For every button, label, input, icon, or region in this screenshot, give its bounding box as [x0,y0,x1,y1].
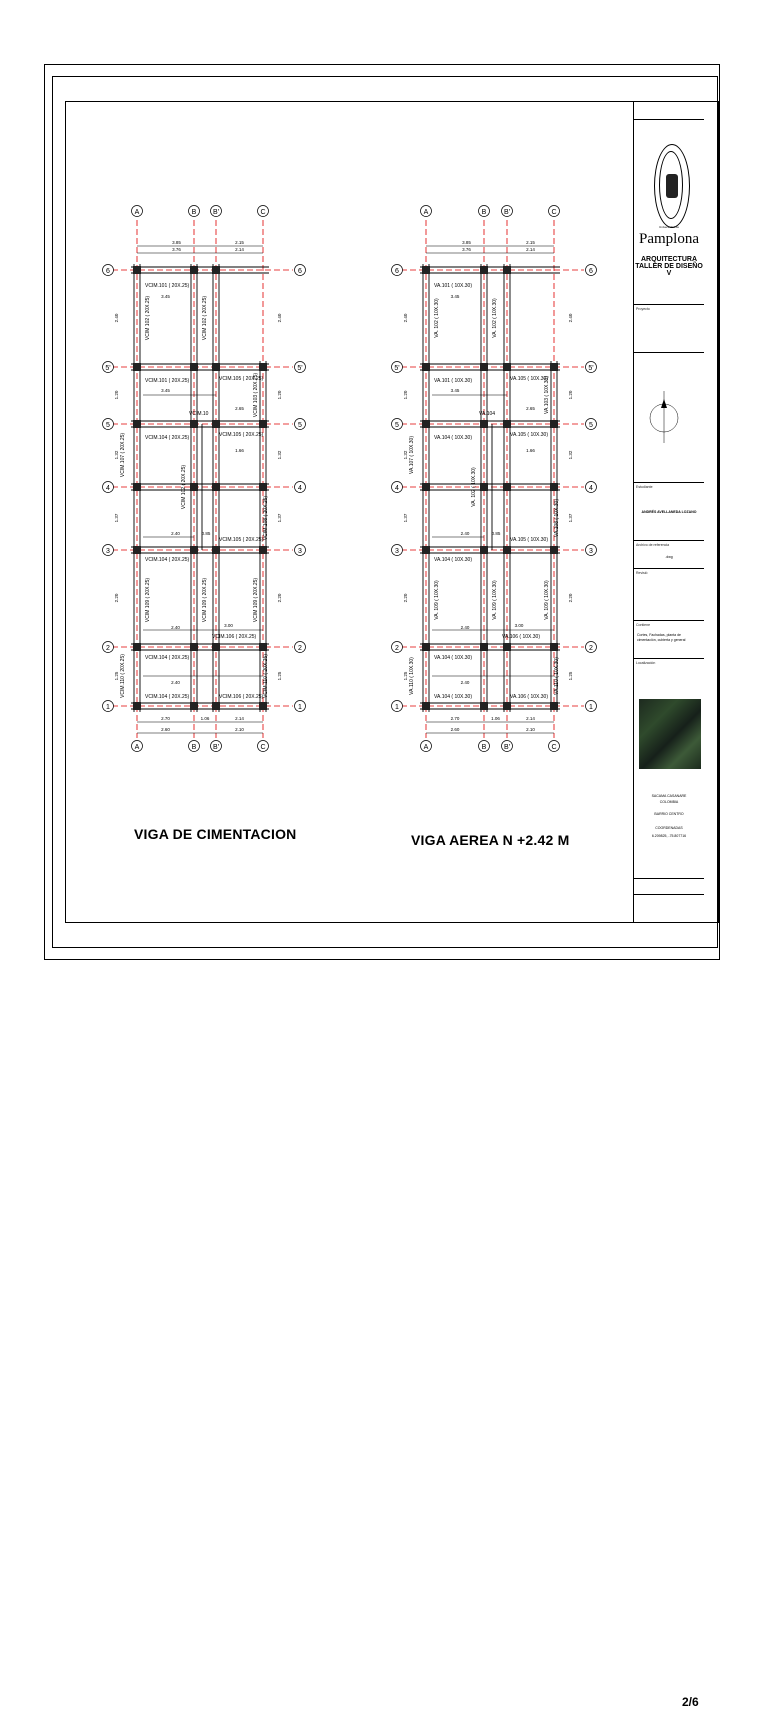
right-plan-axis-letter: C [551,744,557,751]
left-plan-axis-letter: B [191,744,197,751]
left-plan-axis-number: 1 [298,704,302,711]
right-plan-vert-beam-label: VA. 102 ( 10X.30) [492,298,498,338]
left-plan-beam-label: VCIM.105 ( 20X.25) [219,376,264,382]
right-plan-vert-beam-label: VA. 102 ( 10X.30) [471,467,477,507]
left-plan-side-dim: 1.37 [277,513,282,523]
right-plan-axis-number: 5 [395,422,399,429]
left-plan-axis-number: 5' [105,365,111,372]
left-plan-side-dim: 1.25 [277,671,282,681]
right-plan-axis-number: 5 [589,422,593,429]
right-plan-column [422,363,430,371]
right-plan-vert-beam-label: VA.110 ( 10X.30) [554,657,560,695]
right-plan-side-dim: 2.40 [403,313,408,323]
right-plan-beam-label: VA.105 ( 10X.30) [510,432,548,438]
right-plan-vert-beam-label: VA.110 ( 10X.30) [409,657,415,695]
project-row [634,304,704,352]
right-plan-vert-beam-label: VA.103 ( 10X.30) [544,376,550,414]
left-plan-span-dim: 2.40 [171,625,180,630]
north-row [634,352,704,482]
right-plan-axis-number: 3 [589,548,593,555]
left-plan-axis-letter: C [260,744,266,751]
left-plan-axis-letter: C [260,209,266,216]
right-plan-span-dim: 1.66 [526,448,535,453]
right-plan-column [422,420,430,428]
student-label: Estudiante [636,485,653,489]
left-plan-axis-number: 1 [106,704,110,711]
right-plan-span-dim: 2.40 [460,625,470,630]
left-plan-dim-label: 2.70 [161,716,170,721]
left-plan-axis-number: 5 [106,422,110,429]
left-plan-dim-label: 2.15 [235,240,244,245]
right-plan-column [503,483,511,491]
tb-header-row [634,119,704,129]
right-plan-axis-letter: B' [503,209,511,216]
university-seal-icon [654,144,690,228]
left-plan-column [190,643,198,651]
left-plan-vert-beam-label: VCIM.108 ( 20X.25) [263,495,269,541]
left-plan-beam-label: VCIM.101 ( 20X.25) [145,378,190,384]
right-plan-dim-label: 1.06 [491,716,500,721]
left-plan-side-dim: 2.20 [277,593,282,603]
left-plan-column [259,702,267,710]
loc-city: SACAMA CASANARE [651,794,687,798]
left-plan-column [133,483,141,491]
left-plan-column [259,483,267,491]
north-arrow-icon [634,353,704,483]
right-plan-axis-number: 2 [395,645,399,652]
seal-shield [666,174,678,198]
left-plan-span-dim: 0.85 [201,531,211,536]
right-plan-column [550,363,558,371]
seal-ring [659,151,683,219]
right-plan-column [550,420,558,428]
left-plan-axis-number: 2 [106,645,110,652]
right-plan-axis-number: 1 [589,704,593,711]
left-plan-vert-beam-label: VCIM 102 ( 20X.25) [181,464,187,510]
right-plan-vert-beam-label: VA.107 ( 10X.30) [409,436,415,474]
left-plan-vert-beam-label: VCIM 102 ( 20X.25) [145,295,151,341]
right-plan-column [422,546,430,554]
right-plan-column [550,483,558,491]
right-plan-axis-letter: A [423,744,429,751]
right-plan-axis-number: 6 [395,268,399,275]
right-plan-vert-beam-label: VA. 109 ( 10X.30) [544,580,550,620]
left-plan-column [259,363,267,371]
right-plan-side-dim: 1.25 [403,671,408,681]
right-plan-beam-label: VA.106 ( 10X.30) [502,634,540,640]
left-plan-beam-label: VCIM.104 ( 20X.25) [145,694,190,700]
revision-label: Revisió [636,571,648,575]
right-plan-column [503,420,511,428]
right-plan-axis-letter: C [551,209,557,216]
left-plan-side-dim: 2.40 [114,313,119,323]
left-plan-span-dim: 2.40 [171,531,180,536]
content-label: Contiene [636,623,651,627]
left-plan-column [133,363,141,371]
left-plan-column [133,643,141,651]
right-plan-side-dim: 1.20 [568,390,573,400]
right-plan-beam-label: VA.104 [479,411,496,417]
left-plan-beam-label: VCIM.101 ( 20X.25) [145,283,190,289]
left-plan-beam-label: VCIM.10 [189,411,209,417]
left-plan-beam-label: VCIM.106 ( 20X.25) [219,694,264,700]
left-plan-column [212,483,220,491]
left-plan-dim-label: 2.14 [235,247,244,252]
left-plan-vert-beam-label: VCIM 109 ( 20X.25) [145,577,151,623]
right-plan-vert-beam-label: VA.108 ( 10X.30) [554,499,560,537]
right-plan-beam-label: VA.105 ( 10X.30) [510,376,548,382]
right-plan-axis-letter: A [423,209,429,216]
right-plan-column [503,266,511,274]
right-plan-axis-letter: B' [503,744,511,751]
left-plan-axis-number: 4 [298,485,302,492]
right-plan-dim-label: 2.15 [526,240,535,245]
right-plan-side-dim: 2.20 [403,593,408,603]
left-plan-vert-beam-label: VCIM 109 ( 20X.25) [202,577,208,623]
right-plan-vert-beam-label: VA. 109 ( 10X.30) [434,580,440,620]
left-plan-column [259,643,267,651]
right-plan-column [480,702,488,710]
left-plan-dim-label: 3.76 [172,247,181,252]
left-plan-column [212,363,220,371]
left-plan-axis-number: 5' [297,365,303,372]
right-plan-vert-beam-label: VA. 109 ( 10X.30) [492,580,498,620]
right-plan-axis-letter: B [481,209,487,216]
left-plan-axis-letter: B' [212,744,220,751]
right-plan-column [480,546,488,554]
location-map-image [639,699,701,769]
right-plan-axis-number: 5' [588,365,594,372]
left-plan-title: VIGA DE CIMENTACION [134,826,297,842]
right-plan-beam-label: VA.104 ( 10X.30) [434,655,472,661]
left-plan-axis-number: 6 [298,268,302,275]
coords-value: 6.209825, -75.807716 [651,834,687,838]
student-row [634,482,704,540]
right-plan-dim-label: 2.10 [526,727,535,732]
left-plan-dim-label: 2.60 [161,727,170,732]
left-plan-side-dim: 1.20 [277,390,282,400]
right-plan-span-dim: 0.85 [491,531,501,536]
right-plan-column [480,643,488,651]
left-plan-axis-number: 3 [298,548,302,555]
left-plan-beam-label: VCIM.105 ( 20X.25) [219,432,264,438]
right-plan-column [480,483,488,491]
left-plan-span-dim: 2.40 [171,680,180,685]
left-plan-column [212,546,220,554]
right-plan-column [422,643,430,651]
right-plan-column [550,643,558,651]
left-plan-vert-beam-label: VCIM 109 ( 20X.25) [253,577,259,623]
left-plan-column [190,546,198,554]
right-plan-side-dim: 1.32 [403,450,408,460]
left-plan-side-dim: 1.32 [114,450,119,460]
right-plan-dim-label: 3.76 [462,247,471,252]
left-plan-column [212,420,220,428]
left-plan-axis-number: 6 [106,268,110,275]
right-plan-beam-label: VA.104 ( 10X.30) [434,435,472,441]
left-plan-dim-label: 2.14 [235,716,244,721]
right-plan-beam-label: VA.105 ( 10X.30) [510,537,548,543]
left-plan-axis-letter: A [134,744,140,751]
coords-label: COORDENADAS [655,826,683,830]
right-plan-dim-label: 2.60 [450,727,460,732]
left-plan-column [259,546,267,554]
left-plan-vert-beam-label: VCIM 102 ( 20X.25) [202,295,208,341]
ref-row [634,540,704,568]
right-plan-span-dim: 3.00 [514,623,524,628]
content-row [634,620,704,658]
left-plan-column [212,266,220,274]
right-plan-column [422,702,430,710]
location-label: Localización [636,661,656,665]
left-plan-column [212,643,220,651]
right-plan-span-dim: 3.45 [450,388,460,393]
right-plan-axis-number: 5' [394,365,400,372]
right-plan-dim-label: 2.14 [526,247,535,252]
left-plan-side-dim: 1.25 [114,671,119,681]
right-plan-axis-number: 4 [589,485,593,492]
title-block [633,101,703,1709]
ref-label: Archivo de referencia [636,543,670,547]
content-value: Cortes, Fachadas, planta de cimentación, cubierta y general [637,633,686,642]
left-plan-column [190,363,198,371]
left-plan-column [212,702,220,710]
revision-row [634,568,704,620]
right-plan-dim-label: 2.14 [526,716,535,721]
left-plan-column [190,702,198,710]
left-plan-vert-beam-label: VCIM.110 ( 20X.25) [120,654,126,698]
right-plan-column [480,420,488,428]
right-plan-axis-letter: B [481,744,487,751]
left-plan-side-dim: 2.40 [277,313,282,323]
sheet-number: 2/6 [682,1695,699,1709]
right-plan-axis-number: 4 [395,485,399,492]
left-plan-span-dim: 1.66 [235,448,244,453]
right-plan-side-dim: 1.32 [568,450,573,460]
right-plan-side-dim: 2.40 [568,313,573,323]
left-plan-column [133,546,141,554]
right-plan-column [550,546,558,554]
loc-country: COLOMBIA [659,800,679,804]
right-plan-beam-label: VA.101 ( 10X.30) [434,283,472,289]
right-plan-side-dim: 2.20 [568,593,573,603]
right-plan-side-dim: 1.20 [403,390,408,400]
ref-value: .dwg [665,555,673,559]
left-plan-axis-letter: A [134,209,140,216]
right-plan-dim-label: 2.70 [450,716,460,721]
left-plan-axis-letter: B' [212,209,220,216]
right-plan-title: VIGA AEREA N +2.42 M [411,832,570,848]
left-plan-axis-number: 5 [298,422,302,429]
right-plan-column [503,546,511,554]
program: ARQUITECTURA [641,256,697,263]
left-plan-dim-label: 3.85 [172,240,181,245]
left-plan-dim-label: 2.10 [235,727,244,732]
left-plan-side-dim: 1.20 [114,390,119,400]
left-plan-column [133,702,141,710]
course: TALLER DE DISEÑO V [635,263,703,277]
left-plan-column [133,420,141,428]
right-plan-column [503,643,511,651]
right-plan-side-dim: 1.25 [568,671,573,681]
left-plan-axis-number: 2 [298,645,302,652]
right-plan-column [422,266,430,274]
left-plan-column [190,483,198,491]
right-plan-column [480,363,488,371]
left-plan-span-dim: 3.45 [161,388,170,393]
project-label: Proyecto [636,307,650,311]
right-plan-column [550,702,558,710]
left-plan-axis-number: 3 [106,548,110,555]
left-plan-side-dim: 2.20 [114,593,119,603]
left-plan-side-dim: 1.37 [114,513,119,523]
student-name: ANDRÉS AVELLANEDA LOZANO [641,510,697,514]
left-plan-beam-label: VCIM.104 ( 20X.25) [145,655,190,661]
sheet-row [634,894,704,1709]
meta-row [634,878,704,894]
left-plan-beam-label: VCIM.104 ( 20X.25) [145,435,190,441]
right-plan-dim-label: 3.85 [462,240,471,245]
university-small: Universidad de [658,225,679,229]
left-plan-vert-beam-label: VCIM.107 ( 20X.25) [120,432,126,478]
right-plan-axis-number: 1 [395,704,399,711]
left-plan-span-dim: 2.65 [235,406,244,411]
right-plan-side-dim: 1.37 [403,513,408,523]
left-plan-column [133,266,141,274]
left-plan-vert-beam-label: VCIM.110 ( 20X.25) [263,654,269,698]
left-plan-axis-letter: B [191,209,197,216]
right-plan-column [480,266,488,274]
right-plan-span-dim: 2.65 [526,406,535,411]
left-plan-axis-number: 4 [106,485,110,492]
right-plan-vert-beam-label: VA. 102 ( 10X.30) [434,298,440,338]
right-plan-column [503,702,511,710]
right-plan-column [503,363,511,371]
right-plan-span-dim: 2.40 [460,531,470,536]
right-plan-axis-number: 2 [589,645,593,652]
university-name: Pamplona [639,231,699,247]
left-plan-side-dim: 1.32 [277,450,282,460]
left-plan-vert-beam-label: VCIM 103 ( 20X.25) [253,372,259,418]
right-plan-column [422,483,430,491]
left-plan-beam-label: VCIM.105 ( 20X.25) [219,537,264,543]
right-plan-beam-label: VA.104 ( 10X.30) [434,557,472,563]
left-plan-beam-label: VCIM.106 ( 20X.25) [212,634,257,640]
left-plan-column [259,420,267,428]
left-plan-span-dim: 3.00 [224,623,233,628]
left-plan-beam-label: VCIM.104 ( 20X.25) [145,557,190,563]
left-plan-span-dim: 3.45 [161,294,170,299]
left-plan-column [190,266,198,274]
right-plan-side-dim: 1.37 [568,513,573,523]
program-title [634,256,704,277]
right-plan-beam-label: VA.101 ( 10X.30) [434,378,472,384]
right-plan-span-dim: 3.45 [450,294,460,299]
loc-barrio: BARRIO CENTRO [654,812,684,816]
right-plan-beam-label: VA.106 ( 10X.30) [510,694,548,700]
left-plan-column [190,420,198,428]
left-plan-dim-label: 1.06 [200,716,210,721]
right-plan-axis-number: 6 [589,268,593,275]
right-plan-beam-label: VA.104 ( 10X.30) [434,694,472,700]
right-plan-span-dim: 2.40 [460,680,470,685]
right-plan-axis-number: 3 [395,548,399,555]
